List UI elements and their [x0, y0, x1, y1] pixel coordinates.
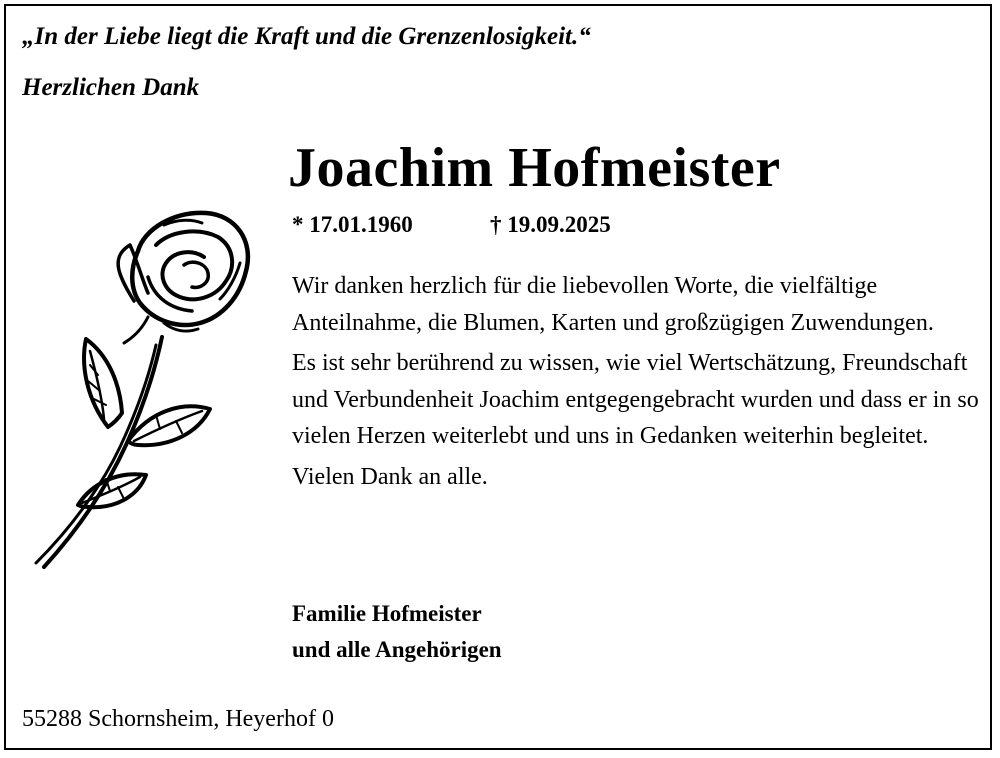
message-paragraph: Vielen Dank an alle.: [292, 463, 488, 490]
address: 55288 Schornsheim, Heyerhof 0: [22, 706, 334, 732]
message-paragraph: Wir danken herzlich für die liebevollen Worte, die vielfältige Anteilnahme, die Blumen, Karten und großzügigen Zuwendungen.: [292, 273, 934, 336]
message-body: [292, 268, 982, 499]
deceased-name: Joachim Hofmeister: [288, 137, 781, 199]
signature: [292, 596, 502, 668]
rose-icon: [14, 205, 276, 575]
quote: „In der Liebe liegt die Kraft und die Grenzenlosigkeit.“: [22, 23, 591, 50]
signature-relatives: und alle Angehörigen: [292, 637, 502, 662]
message-paragraph: Es ist sehr berührend zu wissen, wie viel Wertschätzung, Freundschaft und Verbundenheit Joachim entgegengebracht wurden und dass er in so vielen Herzen weiterlebt und uns in Gedanken weiterhin begleitet.: [292, 350, 979, 449]
thanks-heading: Herzlichen Dank: [22, 74, 200, 101]
birth-date: * 17.01.1960: [292, 212, 413, 237]
death-date: † 19.09.2025: [490, 212, 611, 237]
signature-family: Familie Hofmeister: [292, 601, 482, 626]
